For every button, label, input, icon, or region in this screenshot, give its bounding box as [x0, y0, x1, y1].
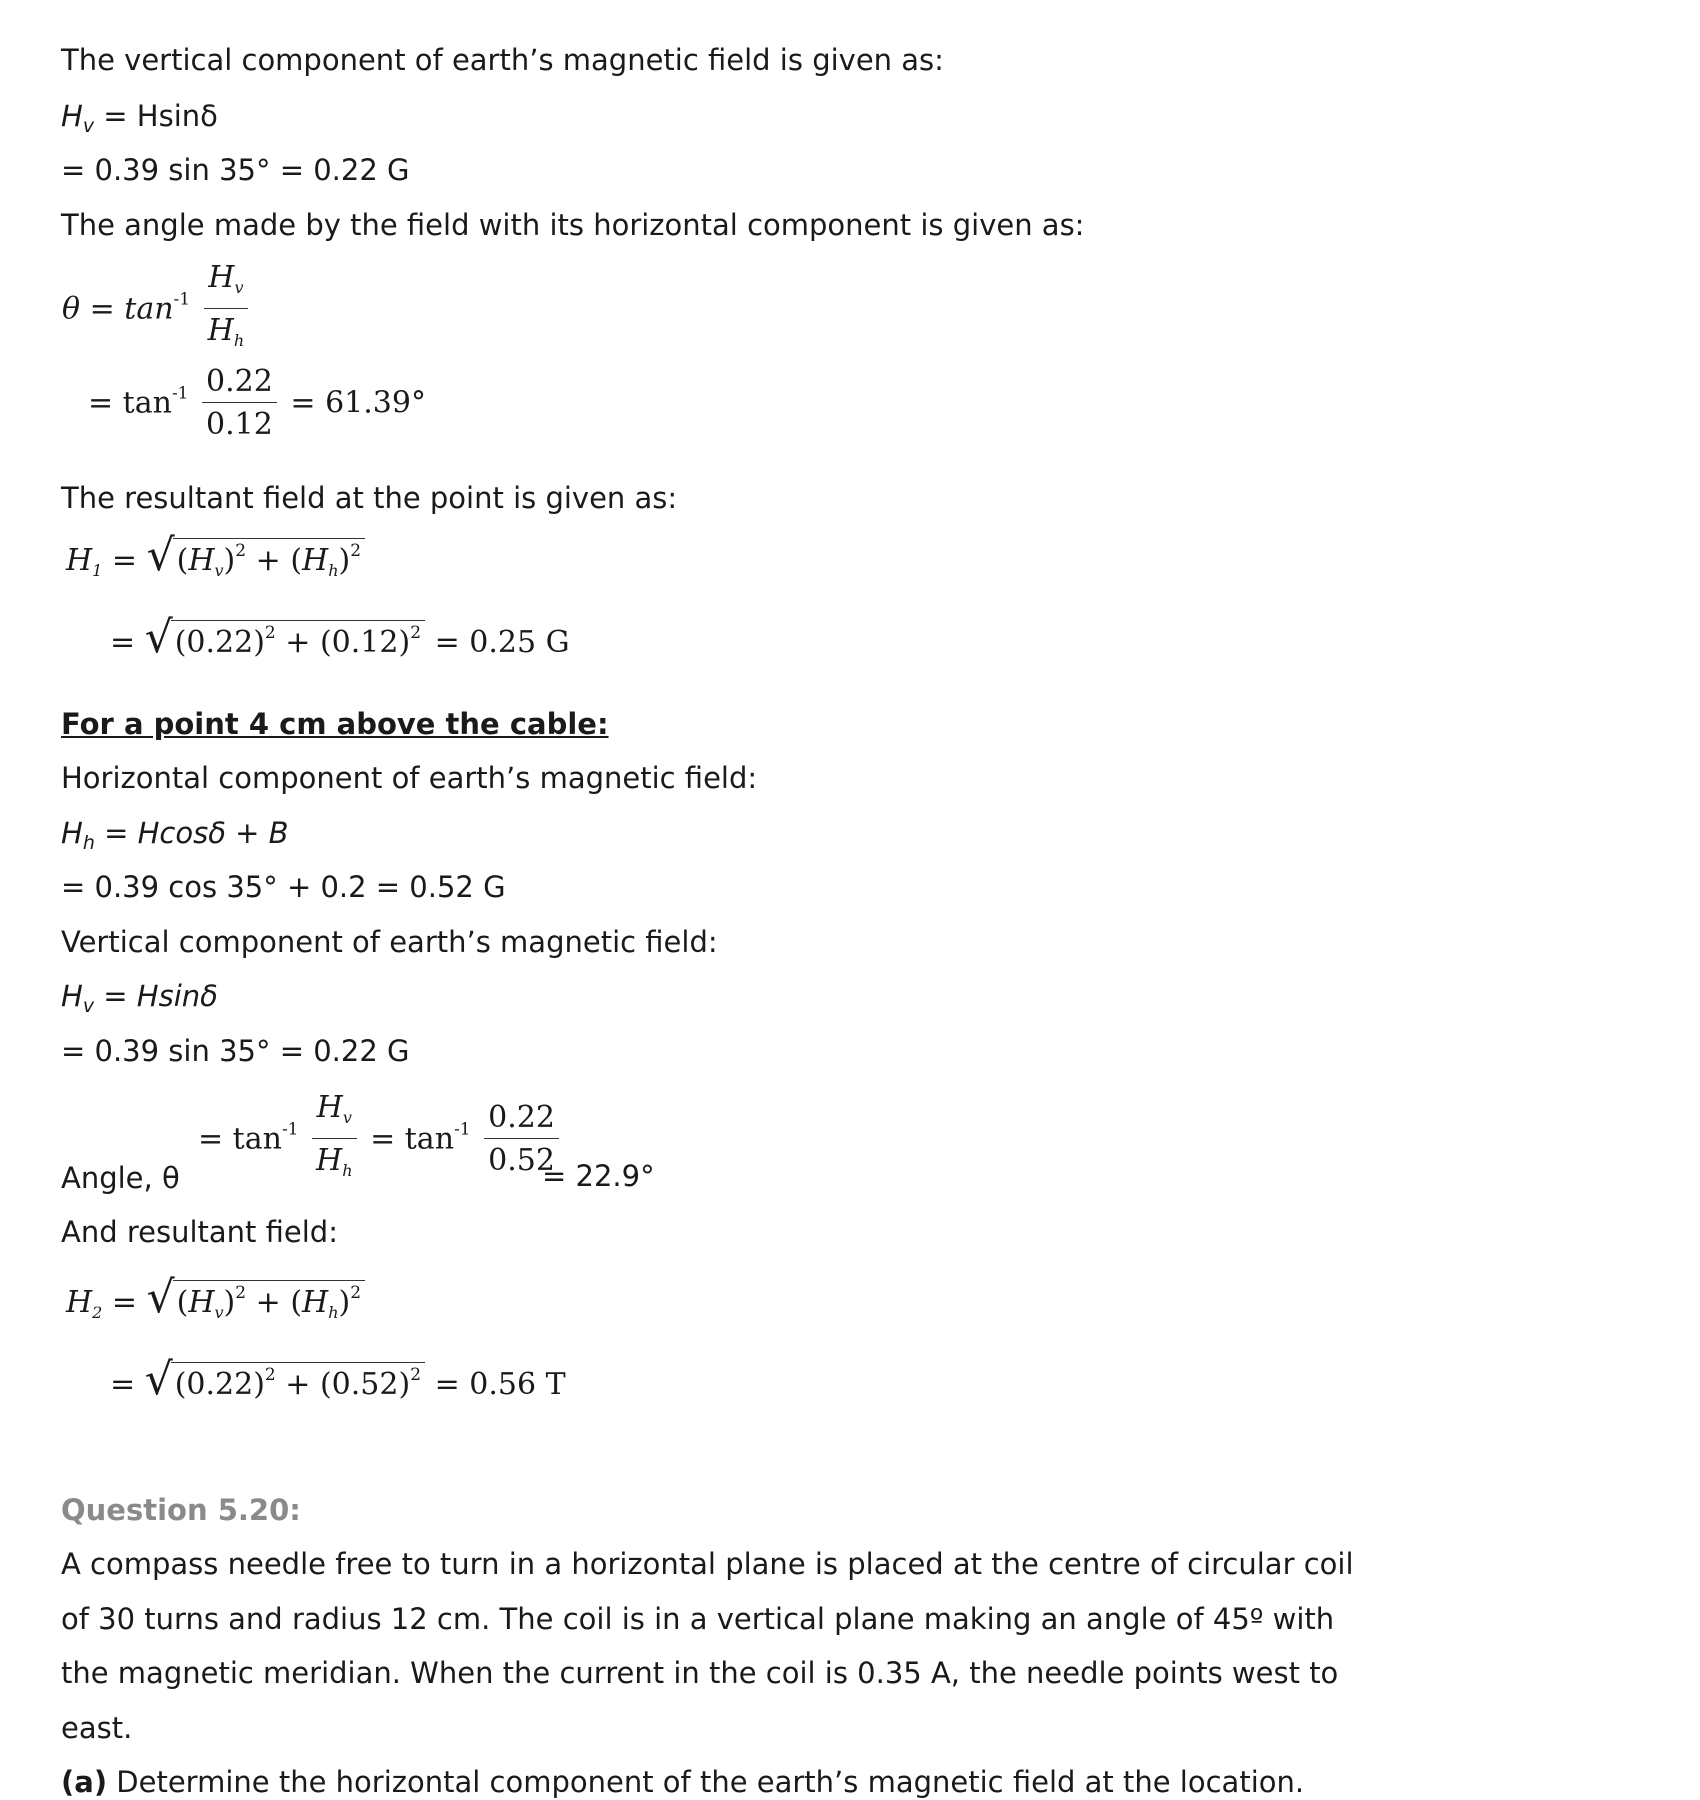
h1-term-2: (0.12) [319, 625, 411, 660]
hv-value-2: = 0.39 sin 35° = 0.22 G [61, 1034, 410, 1068]
hv-symbol: H [61, 99, 83, 133]
hv-formula-2 [61, 978, 218, 1024]
frac-den-h: H [207, 313, 234, 348]
h2-val-sq-1: 2 [264, 1365, 276, 1385]
h2-val-plus: + [285, 1367, 311, 1402]
eq2-lhs: = tan [88, 385, 172, 421]
h1-symbol: H [66, 543, 93, 578]
h2-sqrt [146, 1272, 365, 1323]
radical-icon: √ [146, 530, 175, 581]
resultant-intro-2: And resultant field: [61, 1215, 338, 1249]
hh-formula-rhs: = Hcosδ + B [104, 816, 289, 850]
hv-sub: v [82, 115, 95, 137]
h1-value-sqrt [144, 612, 425, 663]
radical-icon: √ [144, 612, 173, 663]
h1-result: = 0.25 G [434, 625, 570, 660]
h2-value-sqrt [144, 1354, 425, 1405]
hh-sub: h [82, 832, 95, 854]
angle-frac-den-sub: h [342, 1161, 353, 1180]
angle-equation [198, 1088, 563, 1193]
open-paren-2: ( [290, 543, 303, 578]
close-paren-2: ) [338, 543, 351, 578]
h2-eq: = [111, 1285, 138, 1320]
v-sub-1: v [214, 561, 224, 580]
h2-h-1: H [188, 1285, 215, 1320]
question-line-1: A compass needle free to turn in a horizontal plane is placed at the centre of circular coil [61, 1547, 1354, 1581]
h1-value [110, 612, 570, 663]
close-paren-1: ) [223, 543, 236, 578]
h2-sq-1: 2 [235, 1283, 247, 1303]
h2-sub: 2 [92, 1303, 103, 1322]
frac-den-sub: h [233, 331, 245, 350]
theta-lhs: θ = tan [62, 291, 174, 327]
h2-open-1: ( [176, 1285, 189, 1320]
frac-num-h: H [208, 260, 235, 295]
h1-formula [66, 530, 365, 581]
h1-sqrt [146, 530, 365, 581]
theta-equation [62, 258, 252, 363]
h2-h-2: H [302, 1285, 329, 1320]
hv-value: = 0.39 sin 35° = 0.22 G [61, 153, 410, 187]
question-part-a [61, 1764, 1304, 1800]
theta-result: = 61.39° [290, 385, 426, 421]
horizontal-component-intro: Horizontal component of earth’s magnetic field: [61, 761, 758, 795]
question-line-2: of 30 turns and radius 12 cm. The coil is in a vertical plane making an angle of 45º with [61, 1602, 1335, 1636]
value-frac-num: 0.22 [202, 362, 277, 403]
angle-result: = 22.9° [542, 1159, 655, 1193]
h2-open-2: ( [290, 1285, 303, 1320]
angle-sym-fraction [312, 1088, 356, 1193]
hv2-formula-rhs: = Hsinδ [103, 979, 218, 1013]
hh-symbol: H [61, 816, 83, 850]
vertical-component-intro: The vertical component of earth’s magnetic field is given as: [61, 43, 944, 77]
h1-eq: = [111, 543, 138, 578]
question-line-3: the magnetic meridian. When the current in the coil is 0.35 A, the needle points west to [61, 1656, 1339, 1690]
h2-val-sq-2: 2 [410, 1365, 422, 1385]
h2-close-1: ) [223, 1285, 236, 1320]
radical-icon: √ [146, 1272, 175, 1323]
angle-sup-2: -1 [454, 1119, 471, 1140]
h2-formula [66, 1272, 365, 1323]
resultant-intro: The resultant field at the point is given as: [61, 481, 678, 515]
h1-term-1: (0.22) [174, 625, 265, 660]
h2-symbol: H [66, 1285, 93, 1320]
theta-value-equation [88, 362, 426, 447]
hv2-symbol: H [61, 979, 83, 1013]
eq2-sup: -1 [171, 383, 189, 404]
h2-close-2: ) [338, 1285, 351, 1320]
h2-v-sub: v [214, 1303, 224, 1322]
value-fraction [202, 362, 277, 447]
h-sym-1: H [188, 543, 215, 578]
question-heading: Question 5.20: [61, 1493, 301, 1527]
plus-1: + [255, 543, 281, 578]
angle-sup-1: -1 [281, 1119, 299, 1140]
question-line-4: east. [61, 1711, 133, 1745]
angle-frac-num: 0.22 [484, 1098, 559, 1139]
vertical-component-intro-2: Vertical component of earth’s magnetic field: [61, 925, 718, 959]
h1-value-eq: = [110, 625, 136, 660]
hv-formula [61, 98, 218, 144]
frac-num-sub: v [234, 278, 244, 297]
sq-1: 2 [235, 541, 247, 561]
hv-over-hh-fraction [204, 258, 248, 363]
hv2-sub: v [82, 995, 95, 1017]
h2-term-2: (0.52) [319, 1367, 411, 1402]
h2-value-eq: = [110, 1367, 136, 1402]
h1-sq-1: 2 [264, 623, 276, 643]
angle-label [61, 1160, 180, 1196]
angle-eq-lhs: = tan [198, 1121, 282, 1157]
h2-plus: + [255, 1285, 281, 1320]
h2-sq-2: 2 [350, 1283, 362, 1303]
hh-value: = 0.39 cos 35° + 0.2 = 0.52 G [61, 870, 506, 904]
radical-icon: √ [144, 1354, 173, 1405]
h2-result: = 0.56 T [434, 1367, 566, 1402]
angle-label-text: Angle, θ [61, 1161, 180, 1195]
part-a-text: Determine the horizontal component of the earth’s magnetic field at the location. [107, 1765, 1305, 1799]
hv-formula-rhs: = Hsinδ [103, 99, 218, 133]
h2-value [110, 1354, 566, 1405]
h1-sq-2: 2 [410, 623, 422, 643]
open-paren-1: ( [176, 543, 189, 578]
h1-sub: 1 [92, 561, 103, 580]
angle-frac-den-h: H [316, 1143, 343, 1178]
value-frac-den: 0.12 [206, 407, 273, 442]
hh-formula [61, 815, 289, 861]
angle-frac-den: 0.52 [488, 1143, 555, 1178]
tan-inverse-sup: -1 [173, 289, 191, 310]
h1-plus: + [285, 625, 311, 660]
h2-h-sub: h [328, 1303, 339, 1322]
h-sub-2: h [328, 561, 339, 580]
angle-frac-num-h: H [316, 1090, 343, 1125]
angle-intro: The angle made by the field with its horizontal component is given as: [61, 208, 1085, 242]
h2-term-1: (0.22) [174, 1367, 265, 1402]
angle-eq-mid: = tan [370, 1121, 455, 1157]
sq-2: 2 [350, 541, 362, 561]
section-heading-4cm: For a point 4 cm above the cable: [61, 707, 609, 741]
h-sym-2: H [302, 543, 329, 578]
part-a-label: (a) [61, 1765, 108, 1799]
angle-frac-num-sub: v [342, 1108, 352, 1127]
